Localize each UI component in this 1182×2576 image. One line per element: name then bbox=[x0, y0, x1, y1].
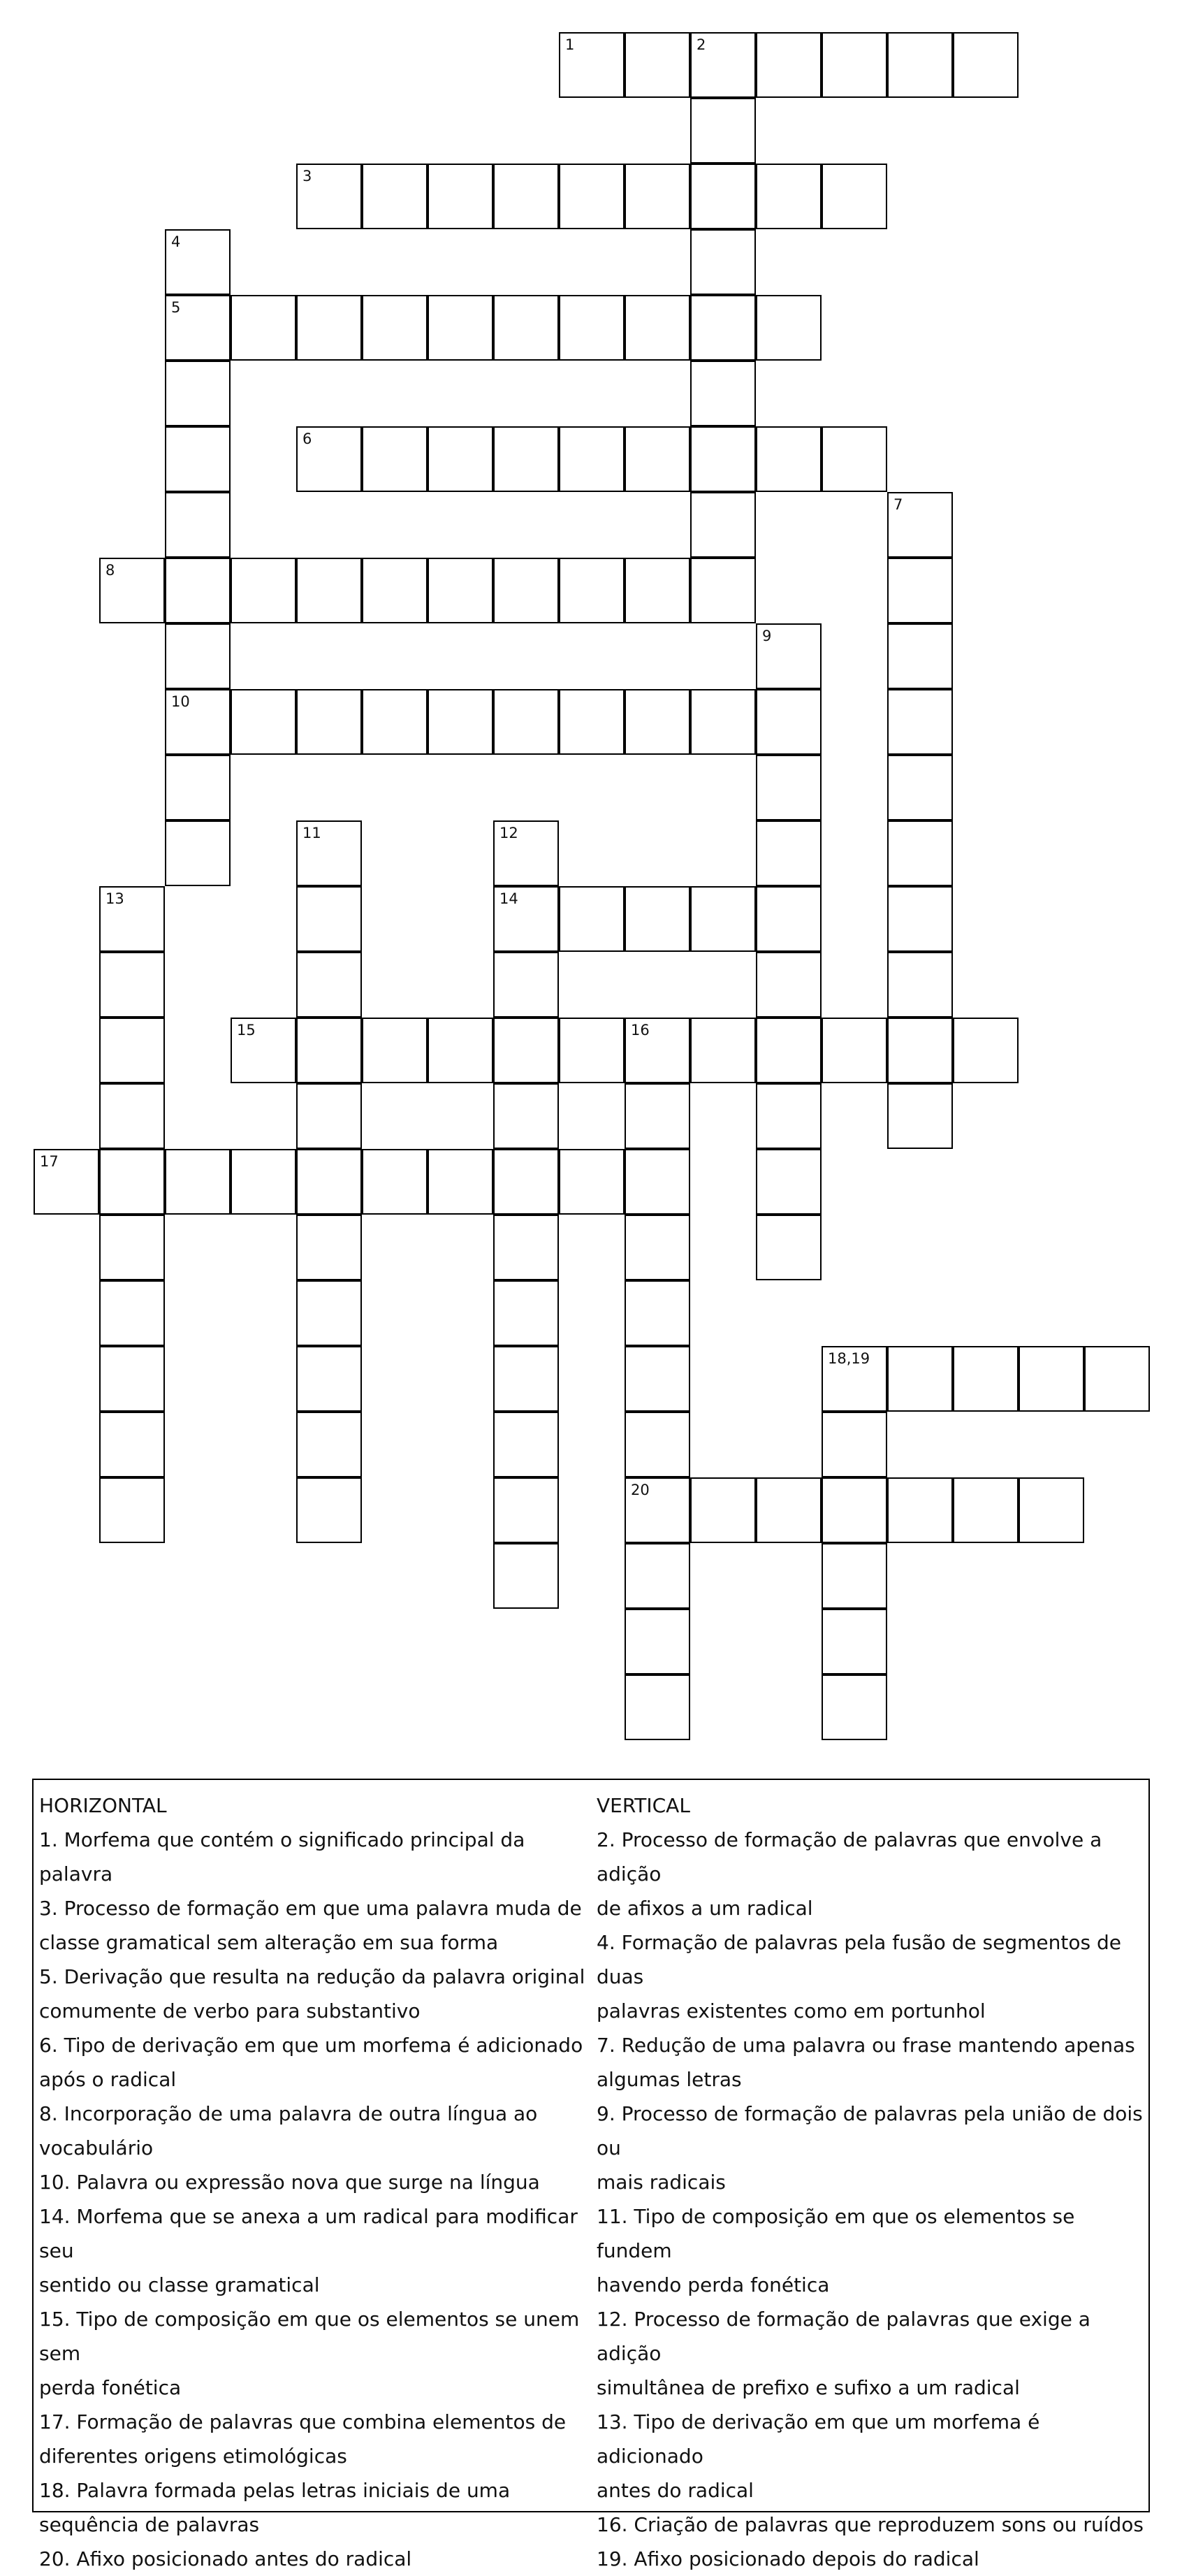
vertical-clue-line: 4. Formação de palavras pela fusão de segmentos de duas bbox=[597, 1931, 1121, 1988]
crossword-cell[interactable] bbox=[99, 1280, 165, 1346]
vertical-clue-line: algumas letras bbox=[597, 2068, 742, 2091]
crossword-cell[interactable] bbox=[690, 164, 756, 229]
horizontal-clue-list bbox=[39, 1823, 598, 2576]
crossword-cell[interactable] bbox=[296, 1346, 362, 1412]
clue-number: 17 bbox=[40, 1153, 59, 1170]
horizontal-clue-line: perda fonética bbox=[39, 2376, 182, 2399]
crossword-cell[interactable] bbox=[493, 295, 559, 361]
horizontal-clue-line: sequência de palavras bbox=[39, 2513, 260, 2536]
horizontal-clue-line: classe gramatical sem alteração em sua forma bbox=[39, 1931, 499, 1954]
crossword-cell[interactable] bbox=[428, 689, 493, 755]
vertical-clue-line: de afixos a um radical bbox=[597, 1897, 813, 1920]
horizontal-clue-line: após o radical bbox=[39, 2068, 177, 2091]
crossword-cell[interactable] bbox=[559, 1018, 625, 1083]
crossword-cell[interactable] bbox=[625, 1018, 690, 1083]
crossword-cell[interactable] bbox=[165, 1149, 231, 1215]
crossword-cell[interactable] bbox=[296, 1280, 362, 1346]
vertical-clue-line: mais radicais bbox=[597, 2171, 726, 2194]
crossword-cell[interactable] bbox=[690, 229, 756, 295]
crossword-cell[interactable] bbox=[559, 1149, 625, 1215]
horizontal-clue-line: 6. Tipo de derivação em que um morfema é adicionado bbox=[39, 2034, 583, 2057]
crossword-cell[interactable] bbox=[296, 689, 362, 755]
crossword-cell[interactable] bbox=[822, 164, 887, 229]
crossword-cell[interactable] bbox=[625, 426, 690, 492]
crossword-cell[interactable] bbox=[887, 623, 953, 689]
crossword-cell[interactable] bbox=[887, 1477, 953, 1543]
crossword-cell[interactable] bbox=[99, 1083, 165, 1149]
crossword-cell[interactable] bbox=[822, 1018, 887, 1083]
crossword-cell[interactable] bbox=[296, 886, 362, 952]
crossword-cell[interactable] bbox=[625, 295, 690, 361]
vertical-clues bbox=[597, 1788, 1148, 2576]
clues-box bbox=[32, 1779, 1150, 2570]
crossword-cell[interactable] bbox=[625, 1609, 690, 1674]
clue-number: 15 bbox=[237, 1022, 256, 1039]
crossword-cell[interactable] bbox=[625, 1280, 690, 1346]
vertical-clue-line: palavras existentes como em portunhol bbox=[597, 1999, 986, 2023]
clue-number: 1 bbox=[565, 36, 575, 53]
crossword-cell[interactable] bbox=[690, 689, 756, 755]
crossword-cell[interactable] bbox=[362, 1149, 428, 1215]
crossword-cell[interactable] bbox=[690, 295, 756, 361]
crossword-cell[interactable] bbox=[296, 1412, 362, 1477]
vertical-clue-line: 13. Tipo de derivação em que um morfema é adicionado bbox=[597, 2410, 1040, 2468]
clue-number: 3 bbox=[302, 168, 312, 184]
crossword-cell[interactable] bbox=[690, 361, 756, 426]
crossword-cell[interactable] bbox=[231, 295, 296, 361]
crossword-cell[interactable] bbox=[231, 1018, 296, 1083]
vertical-clue-line: 16. Criação de palavras que reproduzem sons ou ruídos bbox=[597, 2513, 1144, 2536]
crossword-cell[interactable] bbox=[822, 1477, 887, 1543]
crossword-cell[interactable] bbox=[953, 1018, 1019, 1083]
crossword-cell[interactable] bbox=[296, 1018, 362, 1083]
crossword-cell[interactable] bbox=[887, 689, 953, 755]
crossword-cell[interactable] bbox=[1019, 1477, 1084, 1543]
horizontal-clues bbox=[39, 1788, 598, 2576]
crossword-cell[interactable] bbox=[99, 1346, 165, 1412]
crossword-cell[interactable] bbox=[493, 1346, 559, 1412]
crossword-cell[interactable] bbox=[625, 558, 690, 623]
crossword-cell[interactable] bbox=[756, 1083, 822, 1149]
crossword-cell[interactable] bbox=[296, 1083, 362, 1149]
vertical-clue-line: antes do radical bbox=[597, 2479, 754, 2502]
vertical-clue-list bbox=[597, 1823, 1148, 2576]
crossword-cell[interactable] bbox=[822, 1609, 887, 1674]
crossword-cell[interactable] bbox=[756, 32, 822, 98]
crossword-cell[interactable] bbox=[887, 1083, 953, 1149]
crossword-cell[interactable] bbox=[231, 558, 296, 623]
crossword-cell[interactable] bbox=[428, 426, 493, 492]
crossword-cell[interactable] bbox=[953, 1477, 1019, 1543]
crossword-cell[interactable] bbox=[296, 295, 362, 361]
crossword-cell[interactable] bbox=[362, 164, 428, 229]
crossword-cell[interactable] bbox=[428, 1018, 493, 1083]
crossword-cell[interactable] bbox=[362, 689, 428, 755]
crossword-cell[interactable] bbox=[493, 1543, 559, 1609]
crossword-cell[interactable] bbox=[231, 689, 296, 755]
crossword-cell[interactable] bbox=[822, 32, 887, 98]
horizontal-clue-line: 17. Formação de palavras que combina elementos de bbox=[39, 2410, 567, 2433]
clue-number: 9 bbox=[762, 628, 772, 644]
crossword-cell[interactable] bbox=[493, 426, 559, 492]
crossword-cell[interactable] bbox=[690, 426, 756, 492]
crossword-cell[interactable] bbox=[625, 1215, 690, 1280]
crossword-cell[interactable] bbox=[493, 1018, 559, 1083]
clue-number: 12 bbox=[499, 825, 518, 841]
vertical-clue-line: 12. Processo de formação de palavras que exige a adição bbox=[597, 2308, 1090, 2365]
crossword-cell[interactable] bbox=[625, 1149, 690, 1215]
crossword-cell[interactable] bbox=[756, 886, 822, 952]
horizontal-clue-line: 18. Palavra formada pelas letras iniciais de uma bbox=[39, 2479, 511, 2502]
crossword-cell[interactable] bbox=[625, 1412, 690, 1477]
crossword-cell[interactable] bbox=[822, 1543, 887, 1609]
crossword-cell[interactable] bbox=[165, 295, 231, 361]
vertical-clue-line: havendo perda fonética bbox=[597, 2273, 830, 2296]
crossword-cell[interactable] bbox=[165, 820, 231, 886]
clue-number: 4 bbox=[171, 233, 181, 250]
crossword-cell[interactable] bbox=[887, 952, 953, 1018]
crossword-cell[interactable] bbox=[625, 1346, 690, 1412]
crossword-cell[interactable] bbox=[428, 1149, 493, 1215]
horizontal-heading: HORIZONTAL bbox=[39, 1794, 167, 1817]
crossword-cell[interactable] bbox=[690, 886, 756, 952]
crossword-cell[interactable] bbox=[493, 1280, 559, 1346]
crossword-cell[interactable] bbox=[165, 361, 231, 426]
crossword-cell[interactable] bbox=[822, 1412, 887, 1477]
crossword-cell[interactable] bbox=[822, 1674, 887, 1740]
crossword-cell[interactable] bbox=[887, 820, 953, 886]
crossword-cell[interactable] bbox=[1019, 1346, 1084, 1412]
crossword-cell[interactable] bbox=[493, 1083, 559, 1149]
crossword-cell[interactable] bbox=[625, 1477, 690, 1543]
crossword-cell[interactable] bbox=[296, 164, 362, 229]
crossword-cell[interactable] bbox=[625, 1083, 690, 1149]
crossword-cell[interactable] bbox=[559, 32, 625, 98]
crossword-cell[interactable] bbox=[690, 32, 756, 98]
horizontal-clue-line: 15. Tipo de composição em que os elementos se unem sem bbox=[39, 2308, 580, 2365]
clue-number: 8 bbox=[105, 562, 115, 579]
clue-number: 2 bbox=[696, 36, 706, 53]
crossword-cell[interactable] bbox=[559, 426, 625, 492]
crossword-cell[interactable] bbox=[362, 558, 428, 623]
crossword-cell[interactable] bbox=[99, 1149, 165, 1215]
clue-number: 16 bbox=[631, 1022, 650, 1039]
crossword-cell[interactable] bbox=[953, 32, 1019, 98]
horizontal-clue-line: comumente de verbo para substantivo bbox=[39, 1999, 421, 2023]
crossword-cell[interactable] bbox=[362, 426, 428, 492]
crossword-cell[interactable] bbox=[165, 558, 231, 623]
crossword-cell[interactable] bbox=[493, 1149, 559, 1215]
crossword-cell[interactable] bbox=[756, 689, 822, 755]
crossword-cell[interactable] bbox=[625, 1543, 690, 1609]
crossword-cell[interactable] bbox=[99, 952, 165, 1018]
crossword-cell[interactable] bbox=[690, 558, 756, 623]
crossword-cell[interactable] bbox=[690, 1477, 756, 1543]
crossword-cell[interactable] bbox=[756, 952, 822, 1018]
crossword-cell[interactable] bbox=[887, 755, 953, 820]
crossword-cell[interactable] bbox=[296, 426, 362, 492]
crossword-cell[interactable] bbox=[625, 1674, 690, 1740]
horizontal-clue-line: vocabulário bbox=[39, 2136, 154, 2159]
crossword-cell[interactable] bbox=[559, 295, 625, 361]
crossword-cell[interactable] bbox=[625, 164, 690, 229]
crossword-cell[interactable] bbox=[165, 623, 231, 689]
crossword-cell[interactable] bbox=[756, 1018, 822, 1083]
crossword-cell[interactable] bbox=[362, 1018, 428, 1083]
vertical-clue-line: simultânea de prefixo e sufixo a um radical bbox=[597, 2376, 1020, 2399]
crossword-cell[interactable] bbox=[887, 1018, 953, 1083]
crossword-cell[interactable] bbox=[493, 558, 559, 623]
vertical-clue-line: 7. Redução de uma palavra ou frase mantendo apenas bbox=[597, 2034, 1135, 2057]
crossword-cell[interactable] bbox=[99, 1412, 165, 1477]
crossword-cell[interactable] bbox=[690, 1018, 756, 1083]
clue-number: 10 bbox=[171, 693, 190, 710]
horizontal-clue-line: 10. Palavra ou expressão nova que surge na língua bbox=[39, 2171, 540, 2194]
crossword-cell[interactable] bbox=[625, 689, 690, 755]
crossword-cell[interactable] bbox=[165, 492, 231, 558]
crossword-cell[interactable] bbox=[296, 1477, 362, 1543]
crossword-cell[interactable] bbox=[296, 1149, 362, 1215]
crossword-cell[interactable] bbox=[887, 492, 953, 558]
crossword-cell[interactable] bbox=[493, 886, 559, 952]
vertical-clue-line: 19. Afixo posicionado depois do radical bbox=[597, 2547, 979, 2570]
crossword-cell[interactable] bbox=[99, 558, 165, 623]
vertical-heading: VERTICAL bbox=[597, 1794, 690, 1817]
clue-number: 5 bbox=[171, 299, 181, 316]
crossword-cell[interactable] bbox=[559, 164, 625, 229]
crossword-cell[interactable] bbox=[296, 558, 362, 623]
crossword-cell[interactable] bbox=[493, 952, 559, 1018]
crossword-cell[interactable] bbox=[493, 1215, 559, 1280]
crossword-cell[interactable] bbox=[887, 886, 953, 952]
crossword-cell[interactable] bbox=[756, 426, 822, 492]
crossword-cell[interactable] bbox=[428, 558, 493, 623]
crossword-cell[interactable] bbox=[756, 295, 822, 361]
crossword-cell[interactable] bbox=[953, 1346, 1019, 1412]
crossword-cell[interactable] bbox=[99, 1477, 165, 1543]
crossword-cell[interactable] bbox=[296, 952, 362, 1018]
clue-number: 11 bbox=[302, 825, 321, 841]
crossword-cell[interactable] bbox=[165, 755, 231, 820]
horizontal-clue-line: diferentes origens etimológicas bbox=[39, 2445, 347, 2468]
crossword-cell[interactable] bbox=[362, 295, 428, 361]
vertical-clue-line: 2. Processo de formação de palavras que envolve a adição bbox=[597, 1828, 1102, 1886]
crossword-cell[interactable] bbox=[690, 98, 756, 164]
crossword-cell[interactable] bbox=[887, 558, 953, 623]
crossword-cell[interactable] bbox=[34, 1149, 99, 1215]
crossword-cell[interactable] bbox=[756, 820, 822, 886]
clue-number: 18,19 bbox=[828, 1350, 870, 1367]
crossword-cell[interactable] bbox=[493, 820, 559, 886]
crossword-cell[interactable] bbox=[625, 886, 690, 952]
horizontal-clue-line: 14. Morfema que se anexa a um radical para modificar seu bbox=[39, 2205, 578, 2262]
horizontal-clue-line: 8. Incorporação de uma palavra de outra língua ao bbox=[39, 2102, 538, 2125]
horizontal-clue-line: 3. Processo de formação em que uma palavra muda de bbox=[39, 1897, 582, 1920]
crossword-cell[interactable] bbox=[99, 1215, 165, 1280]
crossword-cell[interactable] bbox=[625, 32, 690, 98]
crossword-cell[interactable] bbox=[887, 1346, 953, 1412]
clue-number: 13 bbox=[105, 890, 124, 907]
vertical-clue-line: 9. Processo de formação de palavras pela união de dois ou bbox=[597, 2102, 1143, 2159]
crossword-cell[interactable] bbox=[756, 1149, 822, 1215]
crossword-cell[interactable] bbox=[559, 689, 625, 755]
horizontal-clue-line: sentido ou classe gramatical bbox=[39, 2273, 320, 2296]
crossword-cell[interactable] bbox=[822, 426, 887, 492]
clue-number: 7 bbox=[893, 496, 903, 513]
crossword-cell[interactable] bbox=[559, 558, 625, 623]
crossword-cell[interactable] bbox=[887, 32, 953, 98]
crossword-cell[interactable] bbox=[822, 1346, 887, 1412]
horizontal-clue-line: 20. Afixo posicionado antes do radical bbox=[39, 2547, 412, 2570]
crossword-cell[interactable] bbox=[1084, 1346, 1150, 1412]
clue-number: 6 bbox=[302, 430, 312, 447]
crossword-cell[interactable] bbox=[756, 623, 822, 689]
crossword-cell[interactable] bbox=[99, 886, 165, 952]
clue-number: 14 bbox=[499, 890, 518, 907]
clue-number: 20 bbox=[631, 1482, 650, 1498]
crossword-cell[interactable] bbox=[756, 755, 822, 820]
crossword-cell[interactable] bbox=[559, 886, 625, 952]
crossword-cell[interactable] bbox=[165, 229, 231, 295]
crossword-cell[interactable] bbox=[690, 492, 756, 558]
crossword-cell[interactable] bbox=[428, 295, 493, 361]
vertical-clue-line: 11. Tipo de composição em que os elementos se fundem bbox=[597, 2205, 1075, 2262]
crossword-cell[interactable] bbox=[493, 689, 559, 755]
horizontal-clue-line: 1. Morfema que contém o significado principal da palavra bbox=[39, 1828, 525, 1886]
crossword-cell[interactable] bbox=[756, 1477, 822, 1543]
crossword-cell[interactable] bbox=[165, 689, 231, 755]
horizontal-clue-line: 5. Derivação que resulta na redução da palavra original bbox=[39, 1965, 585, 1988]
crossword-cell[interactable] bbox=[493, 1412, 559, 1477]
crossword-cell[interactable] bbox=[231, 1149, 296, 1215]
crossword-cell[interactable] bbox=[493, 164, 559, 229]
crossword-cell[interactable] bbox=[428, 164, 493, 229]
crossword-cell[interactable] bbox=[296, 820, 362, 886]
crossword-cell[interactable] bbox=[165, 426, 231, 492]
crossword-cell[interactable] bbox=[756, 164, 822, 229]
crossword-cell[interactable] bbox=[493, 1477, 559, 1543]
crossword-cell[interactable] bbox=[756, 1215, 822, 1280]
crossword-cell[interactable] bbox=[99, 1018, 165, 1083]
crossword-cell[interactable] bbox=[296, 1215, 362, 1280]
